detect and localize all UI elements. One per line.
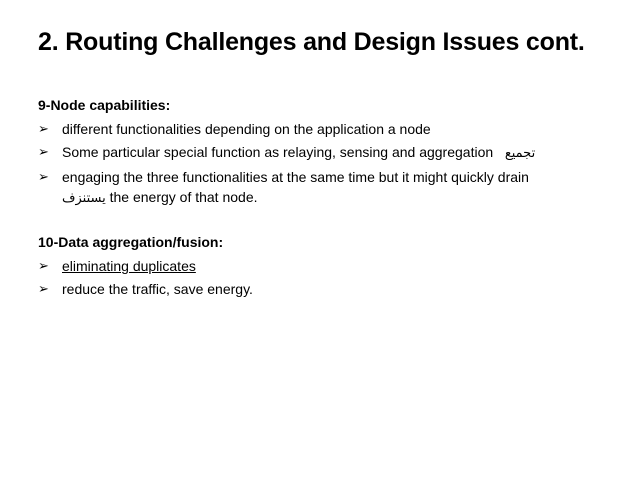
bullet-item bbox=[38, 119, 618, 139]
bullet-text: engaging the three functionalities at the same time but it might quickly drain bbox=[62, 169, 529, 185]
bullet-text: Some particular special function as relaying, sensing and aggregation bbox=[62, 144, 494, 160]
bullet-text-wrapper bbox=[62, 167, 618, 209]
bullet-item bbox=[38, 142, 618, 164]
arrow-bullet-icon: ➢ bbox=[38, 258, 49, 273]
bullet-text: different functionalities depending on the application a node bbox=[62, 121, 431, 137]
arrow-bullet-icon: ➢ bbox=[38, 281, 49, 296]
bullet-text-wrapper bbox=[62, 142, 618, 164]
bullet-text: reduce the traffic, save energy. bbox=[62, 281, 253, 297]
section-heading-data-aggregation: 10-Data aggregation/fusion: bbox=[38, 234, 224, 250]
arrow-bullet-icon: ➢ bbox=[38, 144, 49, 159]
slide-title: 2. Routing Challenges and Design Issues cont. bbox=[38, 28, 585, 56]
arrow-bullet-icon: ➢ bbox=[38, 121, 49, 136]
section-heading-node-capabilities: 9-Node capabilities: bbox=[38, 97, 171, 113]
bullet-text-continuation: the energy of that node. bbox=[109, 189, 258, 205]
arabic-annotation: تجميع bbox=[504, 146, 536, 161]
section-spacer bbox=[38, 212, 618, 232]
slide-content bbox=[38, 95, 618, 302]
arabic-annotation: يستنزف bbox=[62, 191, 106, 206]
bullet-item bbox=[38, 256, 618, 276]
bullet-item bbox=[38, 279, 618, 299]
bullet-item bbox=[38, 167, 618, 209]
bullet-text: eliminating duplicates bbox=[62, 258, 196, 274]
arrow-bullet-icon: ➢ bbox=[38, 169, 49, 184]
